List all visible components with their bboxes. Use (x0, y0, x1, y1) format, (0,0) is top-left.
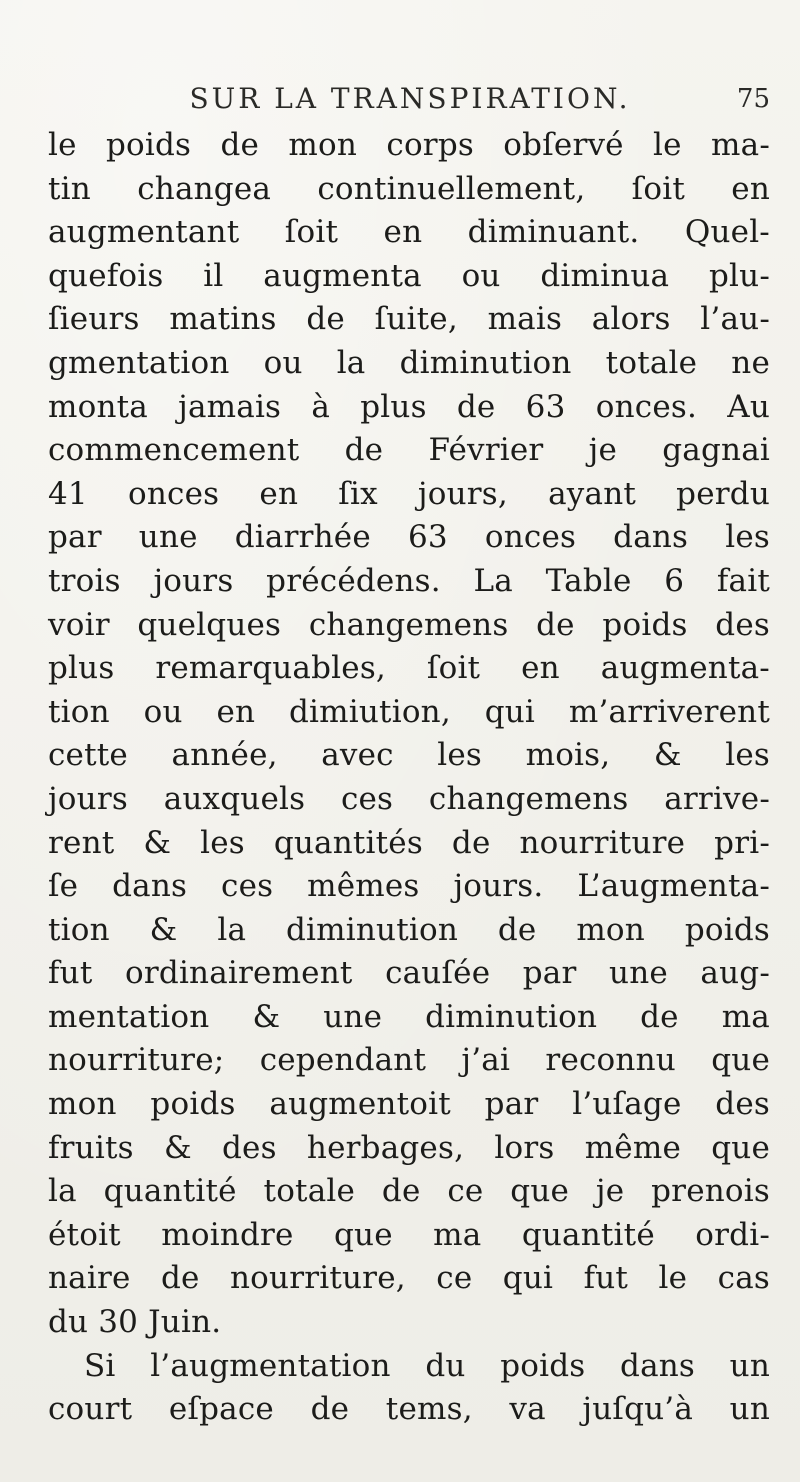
text-line: augmentant ſoit en diminuant. Quel- (48, 214, 770, 251)
text-line: naire de nourriture, ce qui fut le cas (48, 1260, 770, 1297)
text-line: gmentation ou la diminution totale ne (48, 344, 770, 381)
text-line: tion ou en dimiution, qui m’arriverent (48, 693, 770, 730)
paragraph-start-line: Si l’augmentation du poids dans un (84, 1347, 770, 1384)
text-line: trois jours précédens. La Table 6 fait (48, 562, 770, 599)
text-line: monta jamais à plus de 63 onces. Au (48, 388, 770, 425)
running-title: SUR LA TRANSPIRATION. (189, 82, 631, 115)
text-line: plus remarquables, ſoit en augmenta- (48, 650, 770, 687)
text-line: fut ordinairement cauſée par une aug- (48, 955, 770, 992)
text-line: du 30 Juin. (48, 1304, 222, 1341)
text-line: jours auxquels ces changemens arrive- (48, 780, 770, 817)
text-line: mentation & une diminution de ma (48, 998, 770, 1035)
text-line: court eſpace de tems, va juſqu’à un (48, 1391, 770, 1428)
text-line: commencement de Février je gagnai (48, 432, 770, 469)
page-number: 75 (736, 84, 770, 114)
text-line: fruits & des herbages, lors même que (48, 1129, 770, 1166)
text-line: tin changea continuellement, ſoit en (48, 170, 770, 207)
text-line: le poids de mon corps obſervé le ma- (48, 127, 770, 163)
text-line: la quantité totale de ce que je prenois (48, 1173, 770, 1210)
text-line: ſieurs matins de ſuite, mais alors l’au- (48, 301, 770, 338)
text-line: quefois il augmenta ou diminua plu- (48, 257, 770, 294)
text-line: rent & les quantités de nourriture pri- (48, 824, 770, 861)
text-line: ſe dans ces mêmes jours. L’augmenta- (48, 868, 770, 905)
text-line: nourriture; cependant j’ai reconnu que (48, 1042, 770, 1079)
text-line: étoit moindre que ma quantité ordi- (48, 1216, 770, 1253)
text-line: mon poids augmentoit par l’uſage des (48, 1086, 770, 1123)
text-line: tion & la diminution de mon poids (48, 911, 770, 948)
text-line: cette année, avec les mois, & les (48, 737, 770, 774)
body-text (48, 124, 770, 1432)
text-line: voir quelques changemens de poids des (48, 606, 770, 643)
text-line: 41 onces en ſix jours, ayant perdu (48, 475, 770, 512)
text-line: par une diarrhée 63 onces dans les (48, 519, 770, 556)
page-header (40, 82, 780, 122)
